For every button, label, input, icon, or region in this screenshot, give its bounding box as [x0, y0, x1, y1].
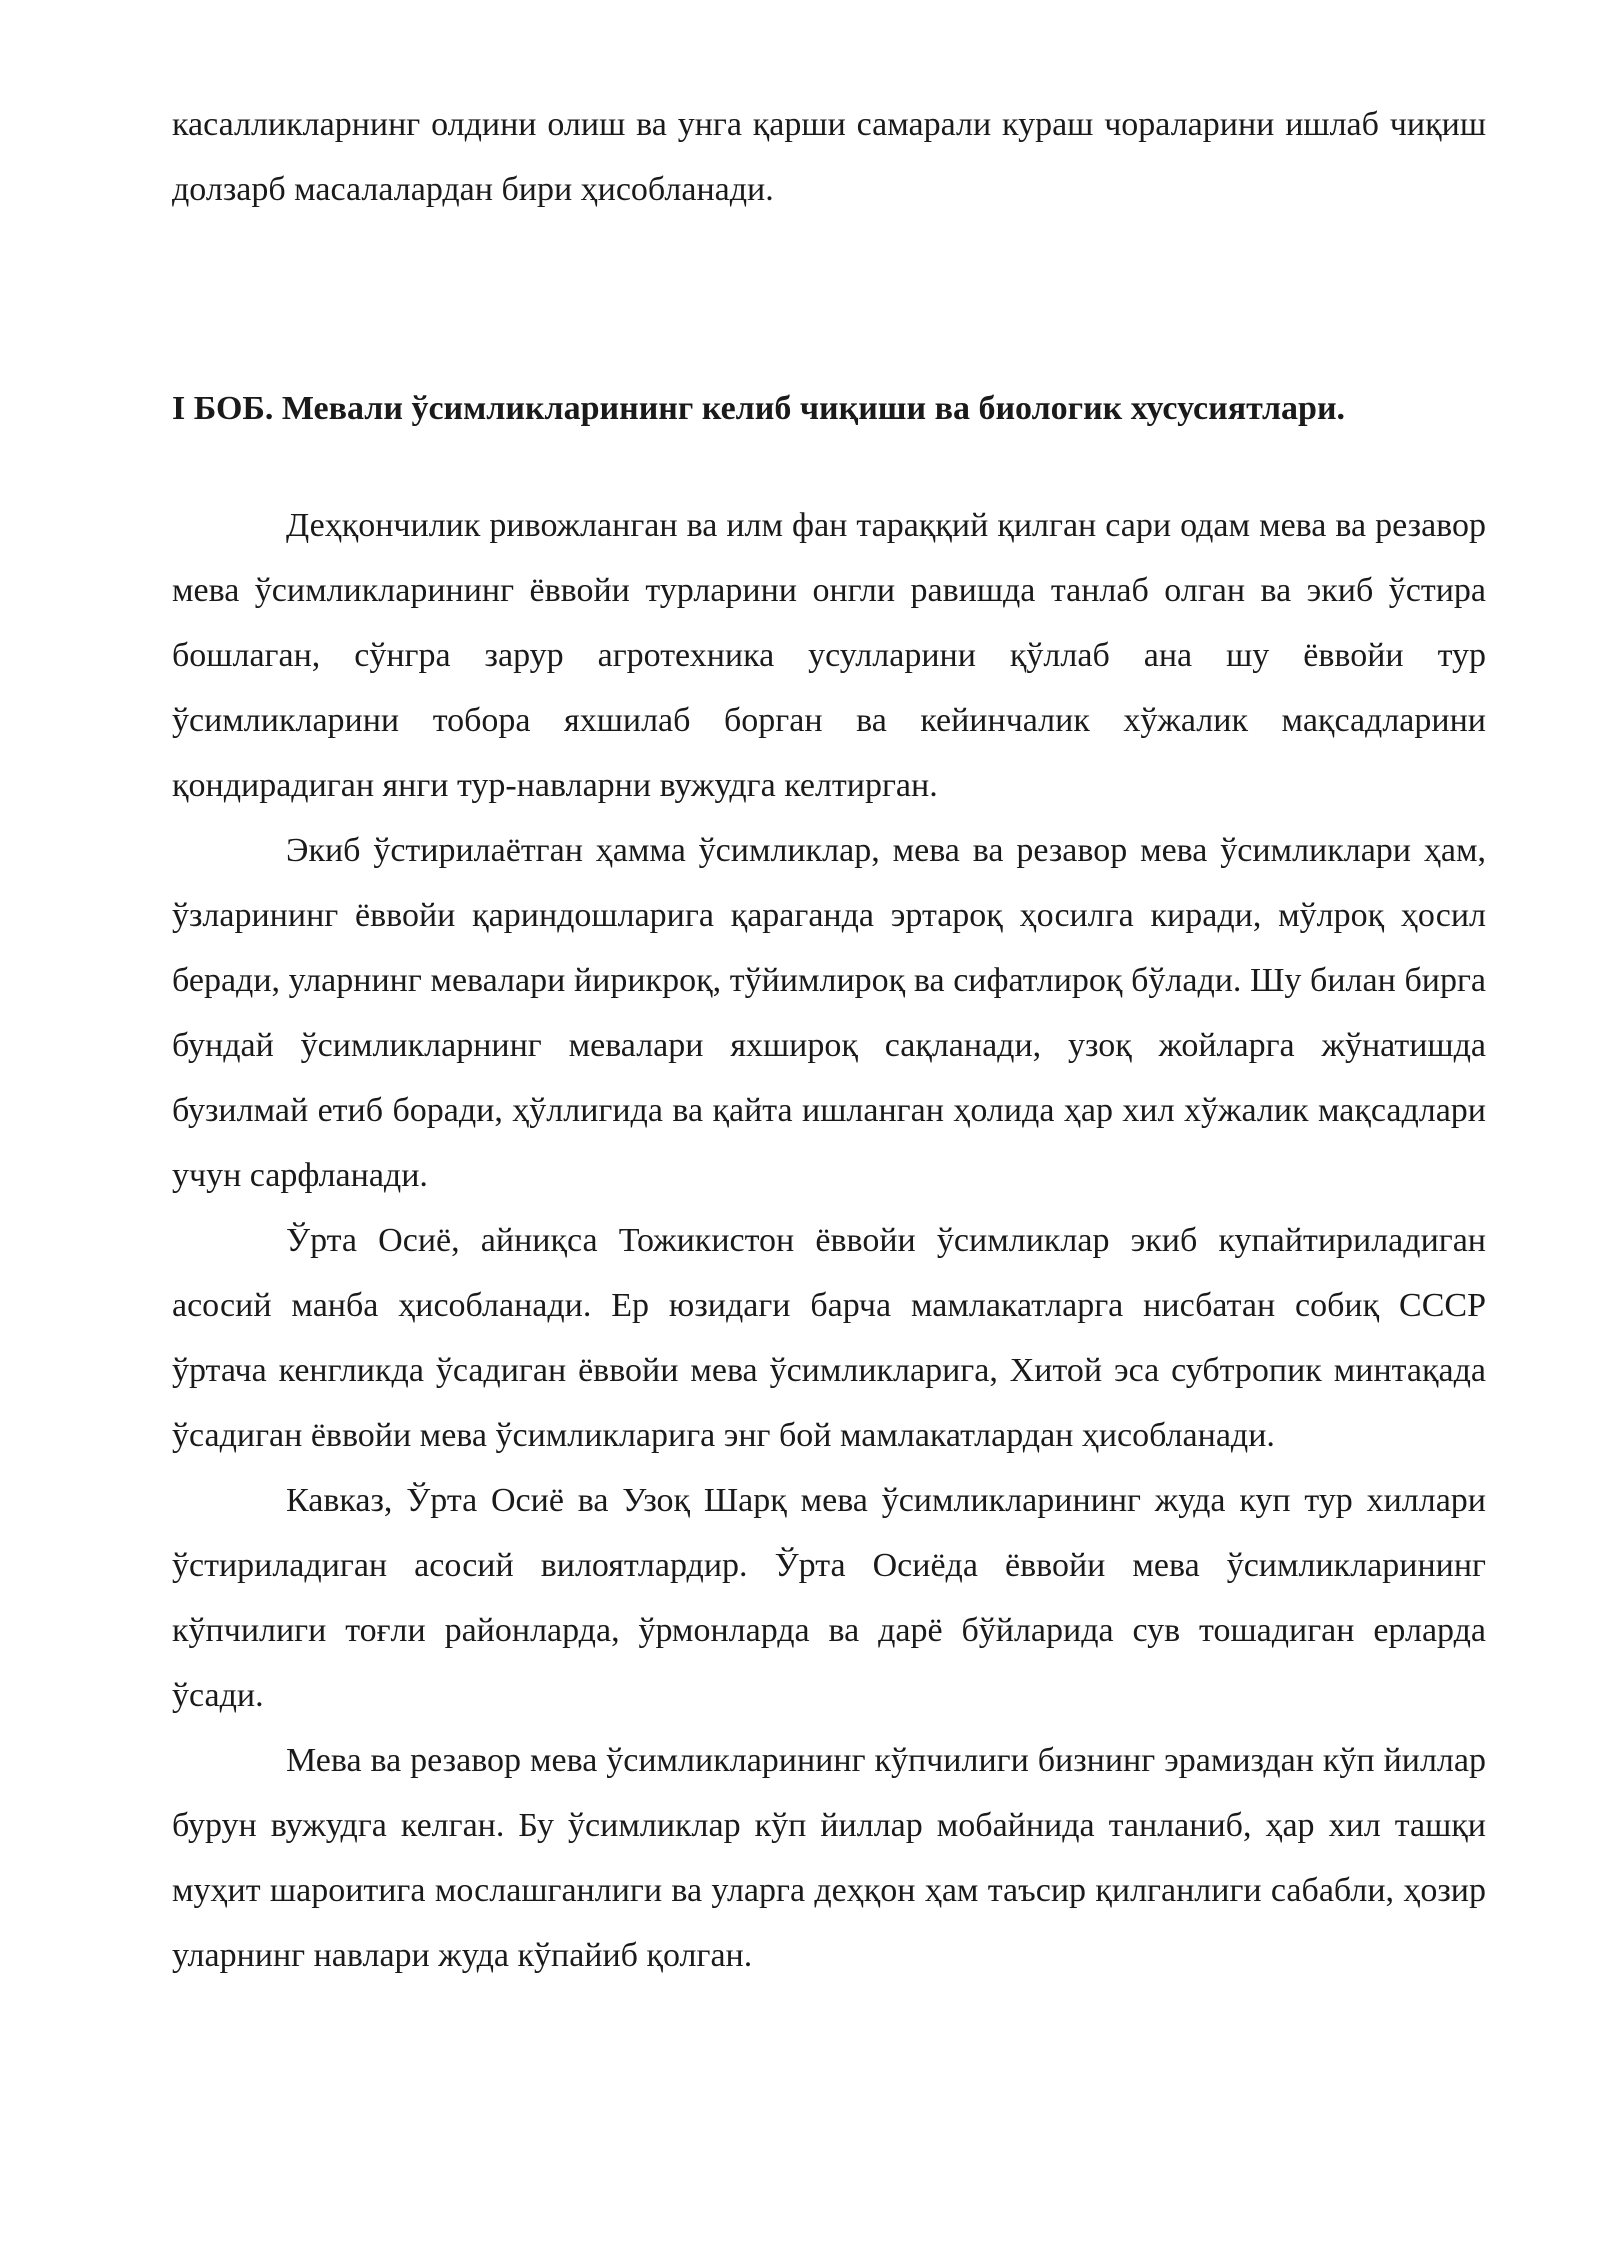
body-paragraph-4: Кавказ, Ўрта Осиё ва Узоқ Шарқ мева ўсимликларининг жуда куп тур хиллари ўстириладиган асосий вилоятлардир. Ўрта Осиёда ёввойи мева ўсимликларининг кўпчилиги тоғли районларда, ўрмонларда ва дарё бўйларида сув тошадиган ерларда ўсади. [172, 1482, 1486, 1714]
spacer [172, 441, 1486, 493]
body-paragraph-1: Деҳқончилик ривожланган ва илм фан тараққий қилган сари одам мева ва резавор мева ўсимликларининг ёввойи турларини онгли равишда танлаб олган ва экиб ўстира бошлаган, сўнгра зарур агротехника усулларини қўллаб ана шу ёввойи тур ўсимликларини тобора яхшилаб борган ва кейинчалик хўжалик мақсадларини қондирадиган янги тур-навларни вужудга келтирган. [172, 507, 1486, 804]
body-paragraph-5: Мева ва резавор мева ўсимликларининг кўпчилиги бизнинг эрамиздан кўп йиллар бурун вужудга келган. Бу ўсимликлар кўп йиллар мобайнида танланиб, ҳар хил ташқи муҳит шароитига мослашганлиги ва уларга деҳқон ҳам таъсир қилганлиги сабабли, ҳозир уларнинг навлари жуда кўпайиб қолган. [172, 1742, 1486, 1974]
spacer [172, 222, 1486, 376]
chapter-heading: I БОБ. Мевали ўсимликларининг келиб чиқиши ва биологик хусусиятлари. [172, 390, 1346, 427]
body-paragraph-3: Ўрта Осиё, айниқса Тожикистон ёввойи ўсимликлар экиб купайтириладиган асосий манба ҳисобланади. Ер юзидаги барча мамлакатларга нисбатан собиқ СССР ўртача кенгликда ўсадиган ёввойи мева ўсимликларига, Хитой эса субтропик минтақада ўсадиган ёввойи мева ўсимликларига энг бой мамлакатлардан ҳисобланади. [172, 1222, 1486, 1454]
body-paragraph-2: Экиб ўстирилаётган ҳамма ўсимликлар, мева ва резавор мева ўсимликлари ҳам, ўзларининг ёввойи қариндошларига қараганда эртароқ ҳосилга киради, мўлроқ ҳосил беради, уларнинг мевалари йирикроқ, тўйимлироқ ва сифатлироқ бўлади. Шу билан бирга бундай ўсимликларнинг мевалари яхшироқ сақланади, узоқ жойларга жўнатишда бузилмай етиб боради, ҳўллигида ва қайта ишланган ҳолида ҳар хил хўжалик мақсадлари учун сарфланади. [172, 832, 1486, 1194]
document-body [172, 92, 1486, 1988]
intro-paragraph: касалликларнинг олдини олиш ва унга қарши самарали кураш чораларини ишлаб чиқиш долзарб масалалардан бири ҳисобланади. [172, 106, 1486, 208]
